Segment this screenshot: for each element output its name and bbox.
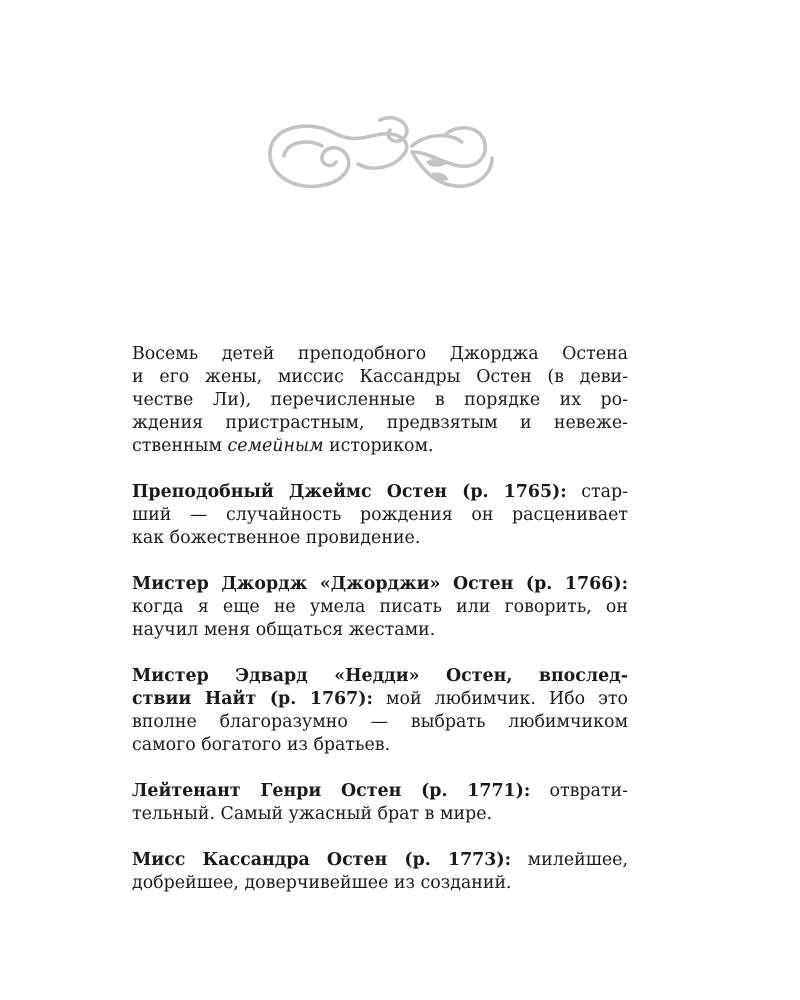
entry-text: отврати- bbox=[530, 781, 628, 801]
intro-line: Восемь детей преподобного Джорджа Остена bbox=[132, 344, 628, 364]
entry-label: Преподобный Джеймс Остен (р. 1765): bbox=[132, 482, 567, 502]
entry-line: ший — случайность рождения он расценивает bbox=[132, 505, 628, 525]
entry-label: Мисс Кассандра Остен (р. 1773): bbox=[132, 850, 512, 870]
entry-first-line bbox=[132, 780, 628, 803]
entry-line: как божественное провидение. bbox=[132, 528, 421, 548]
entry-line: самого богатого из братьев. bbox=[132, 735, 391, 755]
entry-line: добрейшее, доверчивейшее из созданий. bbox=[132, 873, 512, 893]
intro-last-pre: ственным bbox=[132, 436, 228, 456]
entry-label-line: Мистер Эдвард «Недди» Остен, впослед- bbox=[132, 666, 628, 686]
entry-cassandra bbox=[132, 849, 628, 895]
entry-first-line bbox=[132, 481, 628, 504]
entry-text: мой любимчик. Ибо это bbox=[372, 689, 628, 709]
entry-line: научил меня общаться жестами. bbox=[132, 620, 436, 640]
entry-label: Мистер Джордж «Джорджи» Остен (р. 1766): bbox=[132, 574, 628, 594]
flourish-ornament-icon bbox=[262, 112, 496, 198]
intro-last-post: историком. bbox=[323, 436, 434, 456]
entry-george bbox=[132, 573, 628, 642]
entry-james bbox=[132, 481, 628, 550]
entry-first-line bbox=[132, 573, 628, 596]
entry-text: милейшее, bbox=[511, 850, 628, 870]
intro-last-line bbox=[132, 435, 628, 458]
intro-paragraph bbox=[132, 343, 628, 458]
entry-label: ствии Найт (р. 1767): bbox=[132, 689, 373, 709]
entry-label: Лейтенант Генри Остен (р. 1771): bbox=[132, 781, 531, 801]
entry-henry bbox=[132, 780, 628, 826]
entry-edward bbox=[132, 665, 628, 757]
intro-emphasis: семейным bbox=[227, 436, 324, 456]
entry-line: когда я еще не умела писать или говорить, он bbox=[132, 597, 628, 617]
family-list bbox=[132, 343, 628, 918]
entry-text: стар- bbox=[566, 482, 628, 502]
entry-first-line bbox=[132, 849, 628, 872]
intro-line: ждения пристрастным, предвзятым и невеже- bbox=[132, 413, 628, 433]
intro-line: и его жены, миссис Кассандры Остен (в деви- bbox=[132, 367, 628, 387]
entry-line: вполне благоразумно — выбрать любимчиком bbox=[132, 712, 628, 732]
entry-second-line bbox=[132, 688, 628, 711]
intro-line: честве Ли), перечисленные в порядке их ро- bbox=[132, 390, 628, 410]
entry-line: тельный. Самый ужасный брат в мире. bbox=[132, 804, 493, 824]
